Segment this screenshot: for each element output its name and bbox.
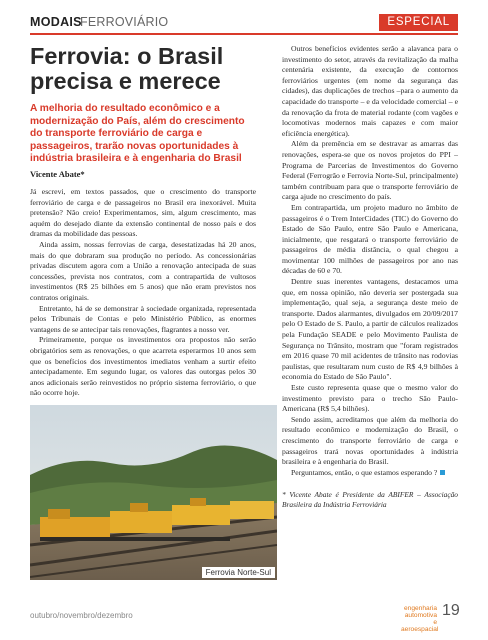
end-mark-icon [440, 470, 445, 475]
paragraph: Além da premência em se destravar as amarras das renovações, espera-se que os novos projetos do PPI – Programa de Parcerias de Investimentos do Governo Federal (Ferrogrão e Ferrovia Norte-Sul, principalmente) também contribuam para que o transporte ferroviário de carga ajude no crescimento do país. [282, 139, 458, 202]
left-text-column [30, 187, 256, 399]
magazine-logo: engenharia automotiva e aeroespacial [401, 605, 439, 633]
paragraph: Outros benefícios evidentes serão a alavanca para o investimento do setor, através da revitalização da malha centenária existente, da execução de contornos ferroviários urgentes (em nome da segurança das cidades), das duplicações de trechos –para o aumento da capacidade do transporte – e da velocidade comercial – e da renovação da frota de material rodante (com vagões e locomotivas modernos mais capazes e com maior eficiência energética). [282, 44, 458, 138]
section-label: MODAIS [30, 15, 82, 29]
paragraph: Dentre suas inerentes vantagens, destacamos uma que, em nossa opinião, não deveria ser postergada sua implementação, qual seja, a segurança deste meio de transporte. Dados alarmantes, divulgados em 20/09/2017 pelo O Estado de S. Paulo, a partir de cálculos realizados pela Fundação SEADE e pelo Movimento Paulista de Segurança no Trânsito, mostram que "foram registrados em 2016 quase 70 mil acidentes de trânsito nas rodovias paulistas, que resultaram num custo de R$ 4,9 bilhões à economia do Estado de São Paulo". [282, 277, 458, 382]
page-number: 19 [442, 602, 460, 619]
paragraph: Já escrevi, em textos passados, que o crescimento do transporte ferroviário de carga e de passageiros no Brasil era inexorável. Muita pretensão? Não creio! Experimentamos, sim, algum crescimento, mas aquém do desejado diante da extensão continental de nosso país e dos dramas da mobilidade das pessoas. [30, 187, 256, 239]
train-photo [30, 405, 277, 580]
paragraph: Entretanto, há de se demonstrar à sociedade organizada, representada pelos Tribunais de Contas e pelo Ministério Público, as enormes vantagens de se antecipar tais renovações, flagrantes a nosso ver. [30, 303, 256, 334]
author-bio: * Vicente Abate é Presidente da ABIFER – Associação Brasileira da Indústria Ferroviária [282, 490, 458, 510]
paragraph: Em contrapartida, um projeto maduro no âmbito de passageiros é o Trem InterCidades (TIC) do Governo do Estado de São Paulo, entre São Paulo e Americana, inicialmente, que resgatará o transporte ferroviário de passageiros de média distância, o qual chegou a movimentar 100 milhões de passageiros por ano nas décadas de 60 e 70. [282, 202, 458, 276]
paragraph: Sendo assim, acreditamos que além da melhoria do resultado econômico e modernização do Brasil, o crescimento do transporte ferroviário de carga e passageiros trará novas oportunidades à indústria brasileira e à engenharia do Brasil. [282, 414, 458, 467]
paragraph: Este custo representa quase que o mesmo valor do investimento previsto para o trecho São Paulo-Americana (R$ 5,4 bilhões). [282, 383, 458, 414]
paragraph: Ainda assim, nossas ferrovias de carga, desestatizadas há 20 anos, mais do que dobraram sua produção no período. As concessionárias privadas discutem agora com a União a renovação antecipada de suas concessões, prevista nos contratos, com a contrapartida de vultosos investimentos (R$ 25 bilhões em 5 anos) que não eram previstos nos contratos originais. [30, 239, 256, 302]
closing-text: Perguntamos, então, o que estamos esperando ? [291, 467, 438, 477]
header-rule [30, 33, 458, 35]
paragraph: Primeiramente, porque os investimentos ora propostos não serão obrigatórios sem as renovações, o que acarreta esperarmos 10 anos sem que os benefícios dos investimentos imediatos venham a surtir efeito antecipadamente. Em segundo lugar, os valores das outorgas pelos 30 anos adicionais serão reinvestidos no próprio sistema ferroviário, o que não ocorre hoje. [30, 335, 256, 398]
subsection-label: FERROVIÁRIO [80, 15, 169, 29]
article-title: Ferrovia: o Brasil precisa e merece [30, 43, 224, 94]
article-lead: A melhoria do resultado econômico e a modernização do País, além do crescimento do transporte ferroviário de carga e passageiros, trarão novas oportunidades à indústria brasileira e à engenharia do Brasil [30, 103, 245, 164]
photo-credit: Ferrovia Norte-Sul [202, 567, 275, 578]
issue-date: outubro/novembro/dezembro [30, 611, 133, 620]
closing-paragraph [282, 468, 458, 479]
right-text-column [282, 44, 458, 510]
special-tag: ESPECIAL [379, 14, 458, 31]
railway-maintenance-train-image [30, 405, 277, 580]
article-author: Vicente Abate* [30, 168, 85, 179]
article-heading [30, 44, 256, 179]
page-header [30, 12, 458, 34]
